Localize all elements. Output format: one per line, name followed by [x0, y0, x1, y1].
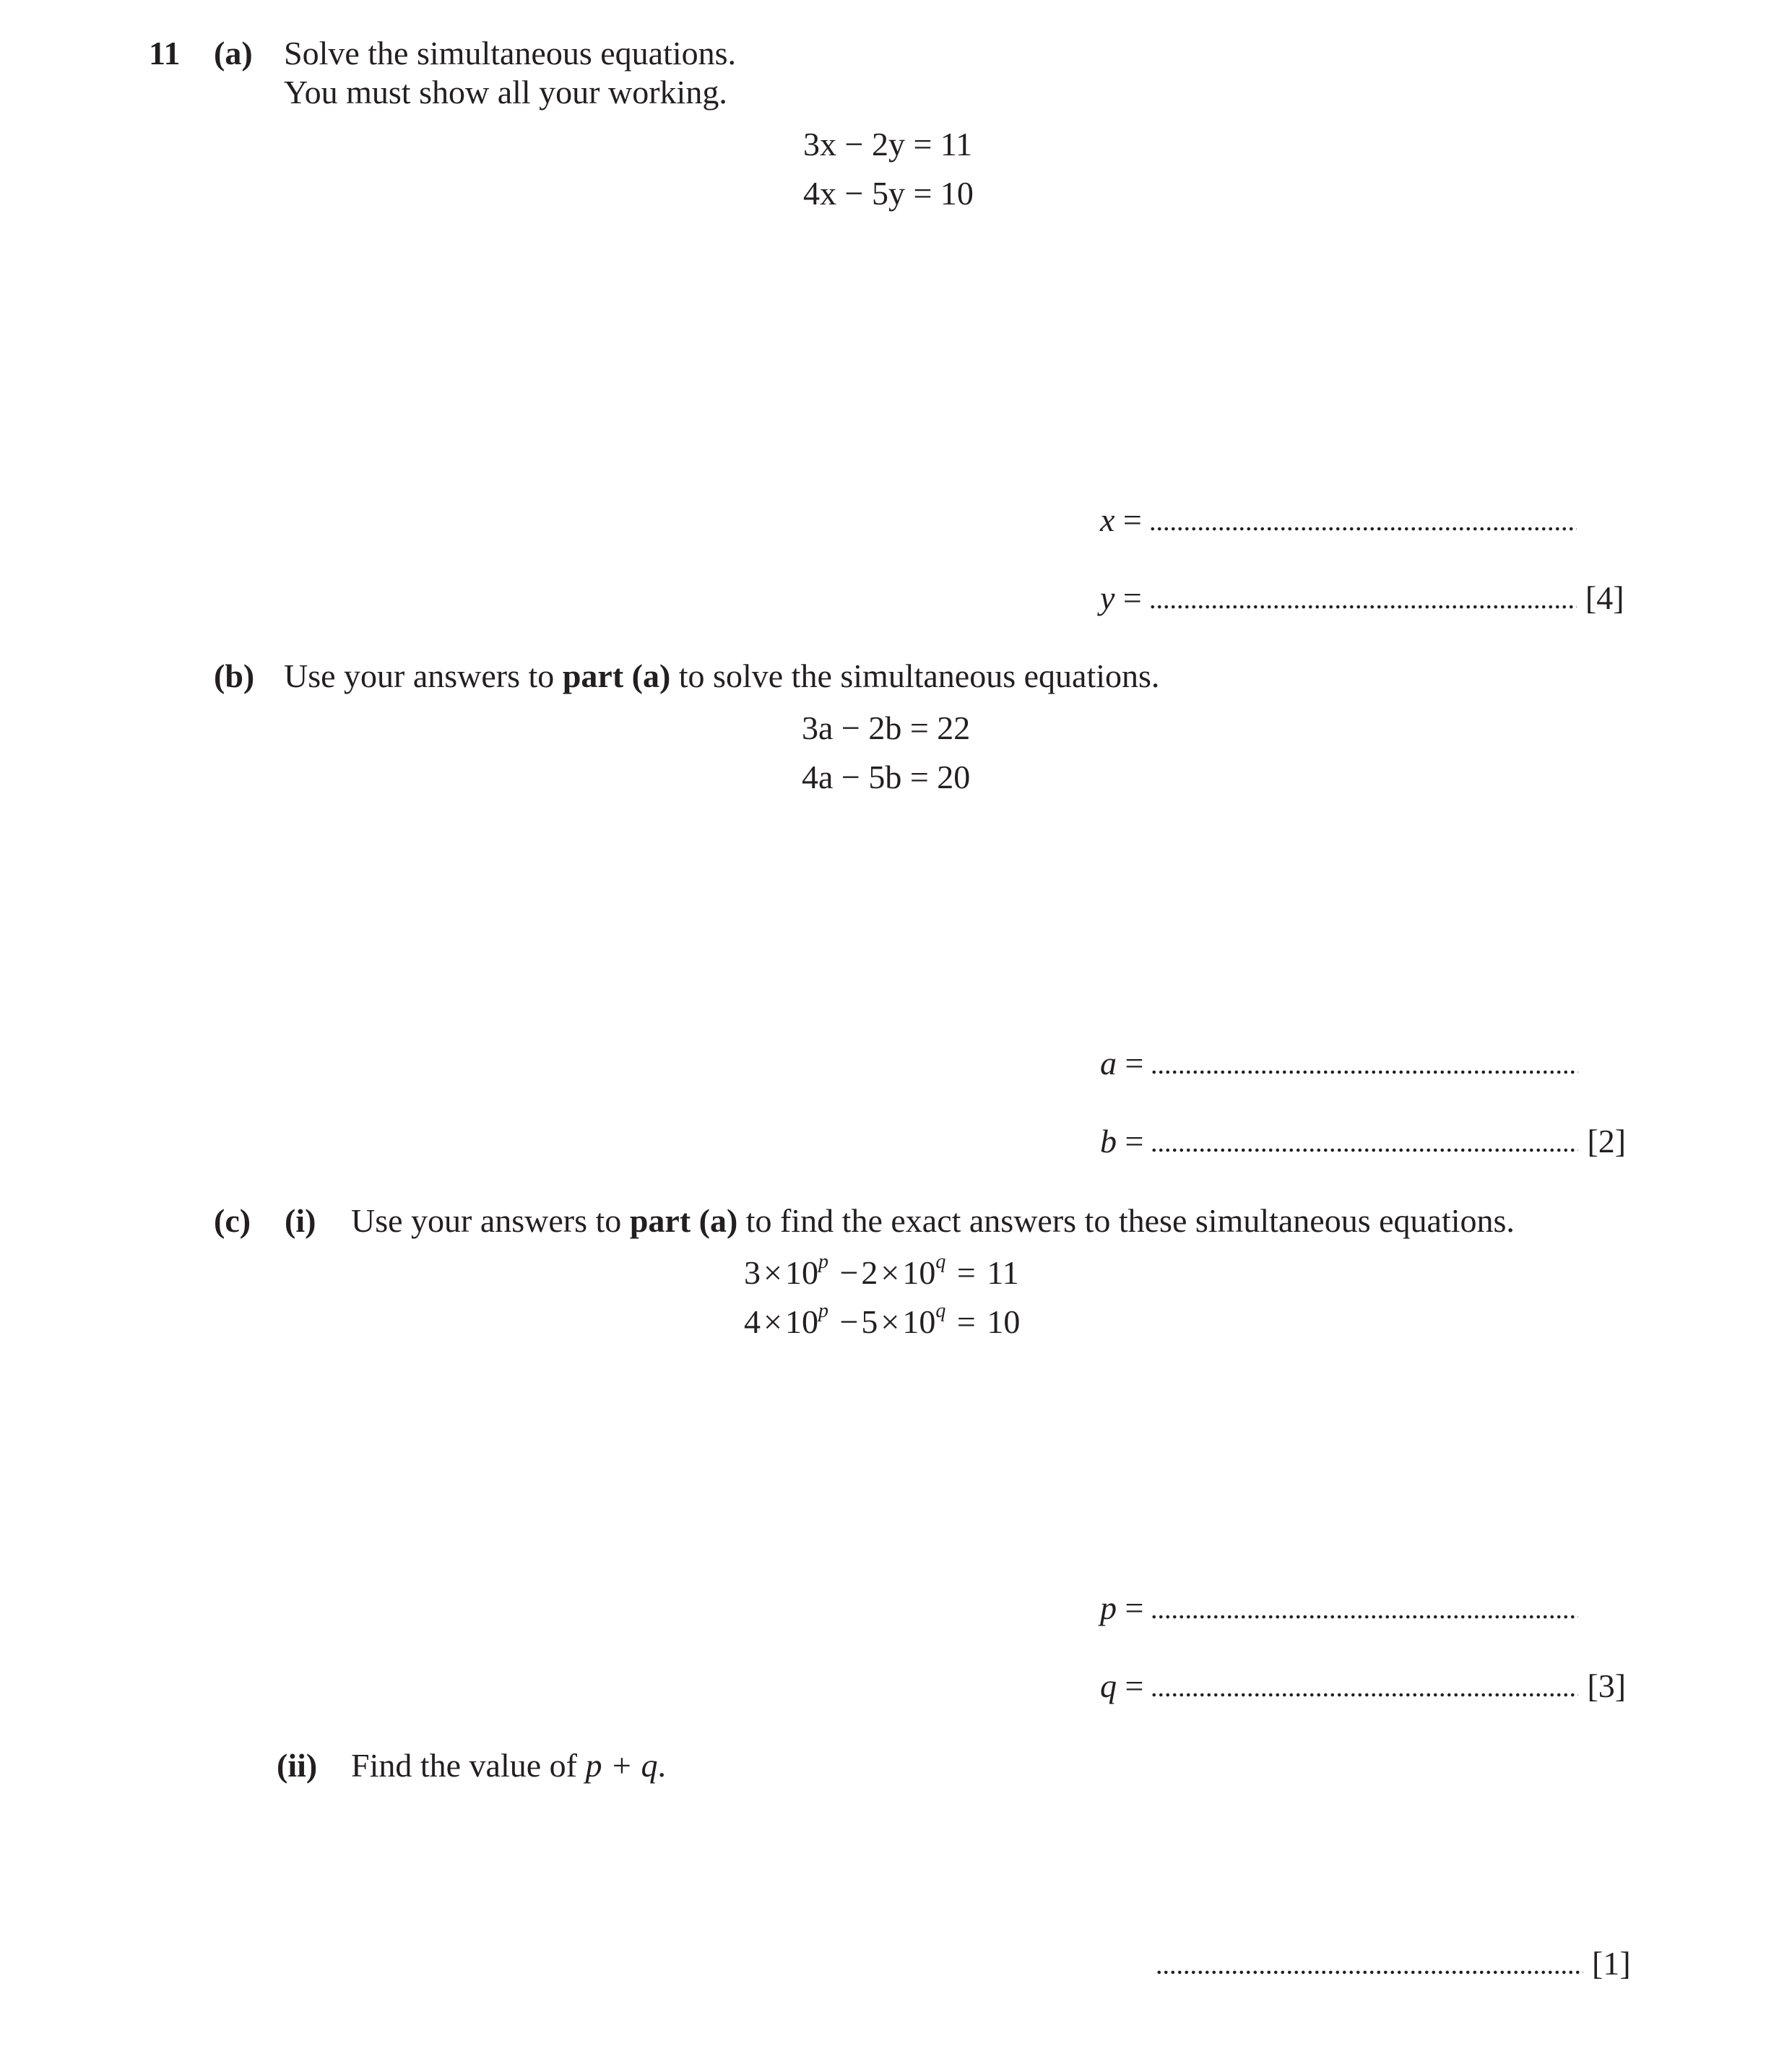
part-c-ii-text: Find the value of: [351, 1747, 577, 1784]
answer-sum-field[interactable]: [1156, 1970, 1583, 1974]
part-c-i-text-bold: part (a): [629, 1202, 738, 1239]
answer-a-field[interactable]: [1151, 1070, 1578, 1074]
part-b-marks: [2]: [1587, 1123, 1627, 1160]
exponent-p: p: [818, 1251, 828, 1273]
answer-y-line: [1100, 578, 1624, 618]
answer-x-var: x: [1100, 501, 1115, 538]
answer-y-field[interactable]: [1149, 605, 1577, 609]
answer-b-line: [1100, 1121, 1626, 1162]
equals-sign: =: [1122, 579, 1142, 616]
part-b-label: (b): [214, 657, 255, 694]
answer-q-line: [1100, 1666, 1626, 1706]
minus-sign: −: [839, 1254, 859, 1291]
answer-q-field[interactable]: [1151, 1693, 1578, 1697]
part-c-ii-period: .: [657, 1747, 667, 1784]
eq1-rhs: 11: [987, 1254, 1019, 1291]
answer-p-field[interactable]: [1151, 1615, 1578, 1619]
part-a-instruction: Solve the simultaneous equations.: [284, 35, 737, 72]
answer-a-line: [1100, 1043, 1578, 1084]
answer-b-field[interactable]: [1151, 1148, 1578, 1152]
answer-a-var: a: [1100, 1045, 1117, 1082]
equals-sign: =: [1125, 1123, 1144, 1160]
part-c-label: (c): [214, 1202, 251, 1239]
answer-q-var: q: [1100, 1667, 1117, 1704]
part-c-ii-expression: p + q: [585, 1747, 658, 1784]
part-c-equation-2: [744, 1302, 1020, 1342]
equals-sign: =: [956, 1254, 976, 1291]
answer-y-var: y: [1100, 579, 1115, 616]
equals-sign: =: [1125, 1589, 1144, 1626]
exponent-q: q: [935, 1251, 946, 1273]
exponent-p: p: [818, 1300, 828, 1322]
part-c-i-label: (i): [285, 1202, 316, 1239]
eq1-coef-2: 2: [861, 1254, 878, 1291]
eq2-coef-2: 5: [861, 1303, 878, 1340]
answer-x-field[interactable]: [1149, 527, 1577, 531]
answer-p-line: [1100, 1588, 1578, 1628]
part-a-working-note: You must show all your working.: [284, 74, 727, 111]
part-c-ii-marks: [1]: [1592, 1945, 1631, 1982]
part-c-i-text-after: to find the exact answers to these simultaneous equations.: [745, 1202, 1515, 1239]
times-sign: ×: [880, 1254, 900, 1291]
part-b-text-bold: part (a): [562, 657, 671, 694]
times-sign: ×: [763, 1254, 782, 1291]
times-sign: ×: [763, 1303, 782, 1340]
part-a-equation-2: 4x − 5y = 10: [803, 175, 974, 212]
part-c-equation-1: [744, 1253, 1019, 1293]
eq1-coef-1: 3: [744, 1254, 761, 1291]
equals-sign: =: [1125, 1045, 1144, 1082]
part-a-label: (a): [214, 35, 253, 72]
ten: 10: [784, 1254, 818, 1291]
part-b-text-before: Use your answers to: [284, 657, 555, 694]
minus-sign: −: [839, 1303, 859, 1340]
part-a-equation-1: 3x − 2y = 11: [803, 126, 973, 163]
exponent-q: q: [935, 1300, 946, 1322]
equals-sign: =: [1122, 501, 1142, 538]
part-c-i-instruction: [351, 1201, 1515, 1241]
answer-b-var: b: [1100, 1123, 1117, 1160]
times-sign: ×: [880, 1303, 900, 1340]
answer-x-line: [1100, 500, 1577, 540]
part-c-ii-label: (ii): [277, 1747, 318, 1784]
part-b-text-after: to solve the simultaneous equations.: [678, 657, 1160, 694]
equals-sign: =: [1125, 1667, 1144, 1704]
eq2-coef-1: 4: [744, 1303, 761, 1340]
part-a-marks: [4]: [1585, 579, 1624, 616]
part-c-ii-instruction: [351, 1745, 666, 1786]
part-b-instruction: [284, 656, 1159, 696]
answer-sum-line: [1156, 1943, 1631, 1984]
question-number: 11: [149, 35, 181, 72]
eq2-rhs: 10: [987, 1303, 1021, 1340]
answer-p-var: p: [1100, 1589, 1117, 1626]
equals-sign: =: [956, 1303, 976, 1340]
ten: 10: [902, 1303, 936, 1340]
ten: 10: [784, 1303, 818, 1340]
part-c-i-marks: [3]: [1587, 1667, 1627, 1704]
part-b-equation-1: 3a − 2b = 22: [802, 709, 971, 746]
part-b-equation-2: 4a − 5b = 20: [802, 759, 971, 795]
ten: 10: [902, 1254, 936, 1291]
part-c-i-text-before: Use your answers to: [351, 1202, 622, 1239]
